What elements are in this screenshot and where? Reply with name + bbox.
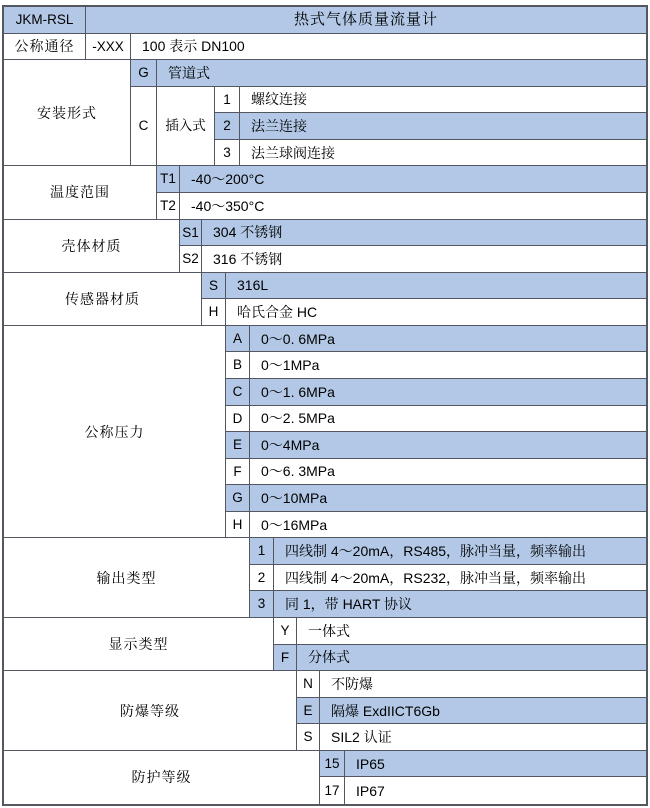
output-option-code-cell: 2: [250, 565, 274, 592]
bore-desc: 100 表示 DN100: [131, 34, 646, 61]
pressure-label: 公称压力: [4, 326, 226, 539]
install-insert-code-cell: C: [131, 87, 157, 167]
pressure-option-desc: 0～16MPa: [250, 512, 646, 539]
output-option-desc: 四线制 4～20mA，RS485，脉冲当量，频率输出: [274, 538, 646, 565]
temp-option-desc: -40～350°C: [180, 193, 646, 220]
explosion-option-code-cell: E: [297, 698, 320, 725]
install-insert-name: 插入式: [157, 87, 215, 167]
pressure-option-code-cell: G: [226, 485, 250, 512]
insert-option-code-cell: 1: [215, 87, 240, 114]
sensor-option-code-cell: H: [202, 299, 226, 326]
display-option-desc: 分体式: [297, 645, 646, 672]
pressure-option-desc: 0～1MPa: [250, 352, 646, 379]
explosion-option-code-cell: N: [297, 671, 320, 698]
display-option-desc: 一体式: [297, 618, 646, 645]
pressure-option-code-cell: F: [226, 459, 250, 486]
model-selection-table: [2, 5, 648, 806]
pressure-option-code-cell: D: [226, 406, 250, 433]
pressure-option-desc: 0～1. 6MPa: [250, 379, 646, 406]
insert-option-desc: 法兰连接: [240, 113, 646, 140]
bore-label: 公称通径: [4, 34, 86, 61]
explosion-option-desc: 隔爆 ExdIICT6Gb: [320, 698, 646, 725]
explosion-option-desc: 不防爆: [320, 671, 646, 698]
display-label: 显示类型: [4, 618, 274, 671]
install-label: 安装形式: [4, 60, 131, 166]
pressure-option-desc: 0～10MPa: [250, 485, 646, 512]
output-option-desc: 同 1，带 HART 协议: [274, 591, 646, 618]
shell-option-code-cell: S2: [180, 246, 202, 273]
protection-option-code-cell: 15: [320, 751, 345, 778]
temp-option-code-cell: T2: [157, 193, 180, 220]
pressure-option-code-cell: C: [226, 379, 250, 406]
insert-option-code-cell: 3: [215, 140, 240, 167]
install-pipe-desc: 管道式: [157, 60, 646, 87]
explosion-option-code-cell: S: [297, 724, 320, 751]
pressure-option-desc: 0～0. 6MPa: [250, 326, 646, 353]
temp-option-code-cell: T1: [157, 166, 180, 193]
sensor-label: 传感器材质: [4, 273, 202, 326]
shell-label: 壳体材质: [4, 220, 180, 273]
temp-option-desc: -40～200°C: [180, 166, 646, 193]
output-option-code-cell: 1: [250, 538, 274, 565]
install-pipe-code-cell: G: [131, 60, 157, 87]
display-option-code-cell: F: [274, 645, 297, 672]
protection-option-desc: IP65: [345, 751, 646, 778]
shell-option-desc: 304 不锈钢: [202, 220, 646, 247]
pressure-option-code-cell: B: [226, 352, 250, 379]
bore-code-cell: -XXX: [86, 34, 131, 61]
sensor-option-code-cell: S: [202, 273, 226, 300]
shell-option-code-cell: S1: [180, 220, 202, 247]
sensor-option-desc: 哈氏合金 HC: [226, 299, 646, 326]
pressure-option-desc: 0～4MPa: [250, 432, 646, 459]
sensor-option-desc: 316L: [226, 273, 646, 300]
protection-option-desc: IP67: [356, 782, 385, 799]
model-code-cell: JKM-RSL: [4, 7, 86, 34]
pressure-option-code-cell: E: [226, 432, 250, 459]
pressure-option-code-cell: A: [226, 326, 250, 353]
insert-option-desc: 法兰球阀连接: [240, 140, 646, 167]
output-label: 输出类型: [4, 538, 250, 618]
pressure-option-desc: 0～6. 3MPa: [250, 459, 646, 486]
pressure-option-code-cell: H: [226, 512, 250, 539]
product-title: 热式气体质量流量计: [86, 7, 646, 34]
pressure-option-desc: 0～2. 5MPa: [250, 406, 646, 433]
temp-label: 温度范围: [4, 166, 157, 219]
insert-option-desc: 螺纹连接: [240, 87, 646, 114]
explosion-option-desc: SIL2 认证: [320, 724, 646, 751]
shell-option-desc: 316 不锈钢: [202, 246, 646, 273]
protection-option-code-cell: 17: [320, 777, 345, 804]
explosion-label: 防爆等级: [4, 671, 297, 751]
output-option-desc: 四线制 4～20mA，RS232，脉冲当量，频率输出: [274, 565, 646, 592]
insert-option-code-cell: 2: [215, 113, 240, 140]
output-option-code-cell: 3: [250, 591, 274, 618]
display-option-code-cell: Y: [274, 618, 297, 645]
protection-label: 防护等级: [4, 751, 320, 804]
